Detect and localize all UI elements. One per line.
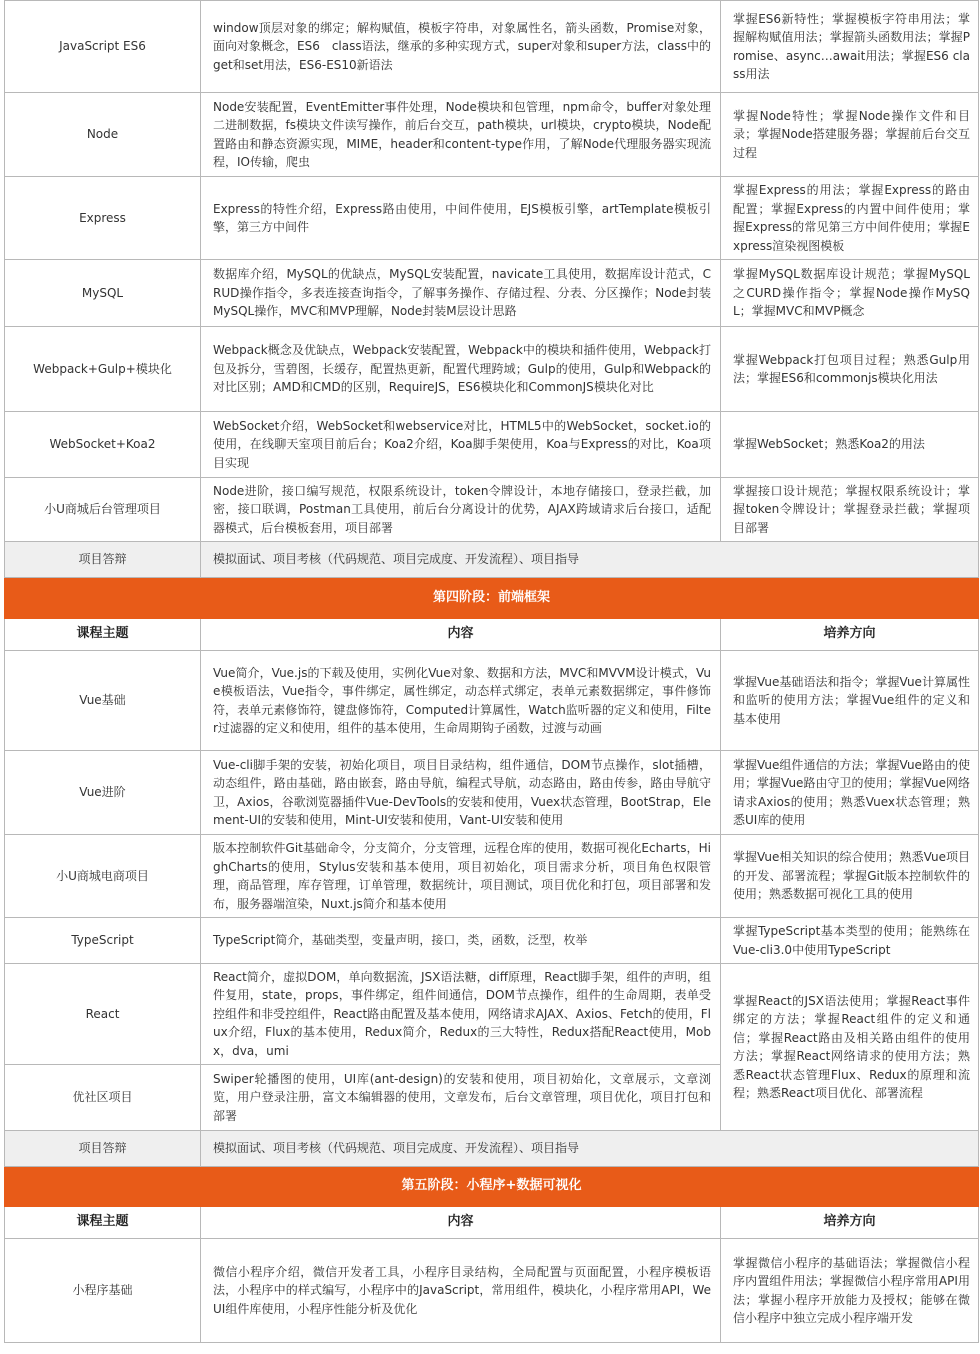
course-content: Vue简介，Vue.js的下载及使用，实例化Vue对象、数据和方法，MVC和MVVM设计模式，Vue模板语法，Vue指令，事件绑定，属性绑定，动态样式绑定，表单元素数据绑定，事件修饰符，表单元素修饰符，键盘修饰符，Computed计算属性，Watch监听器的定义和使用，Filter过滤器的定义和使用，组件的基本使用，生命周期钩子函数，过渡与动画 [201, 651, 721, 751]
course-topic: Webpack+Gulp+模块化 [5, 327, 201, 412]
course-topic: 小程序基础 [5, 1239, 201, 1343]
course-table [4, 0, 979, 1343]
table-row [5, 835, 979, 918]
stage-banner [5, 1167, 979, 1207]
course-content: Express的特性介绍，Express路由使用，中间件使用，EJS模板引擎，artTemplate模板引擎，第三方中间件 [201, 177, 721, 260]
project-defense-row [5, 1131, 979, 1167]
course-goal: 掌握TypeScript基本类型的使用；能熟练在Vue-cli3.0中使用TypeScript [721, 918, 979, 964]
course-content: 微信小程序介绍，微信开发者工具，小程序目录结构，全局配置与页面配置，小程序模板语法，小程序中的样式编写，小程序中的JavaScript，常用组件，模块化，小程序常用API，WeUI组件库使用，小程序性能分析及优化 [201, 1239, 721, 1343]
course-content: Webpack概念及优缺点，Webpack安装配置，Webpack中的模块和插件使用，Webpack打包及拆分，雪碧图，长缓存，配置热更新，配置代理跨域；Gulp的使用，Gulp和Webpack的对比区别；AMD和CMD的区别，RequireJS，ES6模块化和CommonJS模块化对比 [201, 327, 721, 412]
course-goal: 掌握微信小程序的基础语法；掌握微信小程序内置组件用法；掌握微信小程序常用API用法；掌握小程序开放能力及授权；能够在微信小程序中独立完成小程序端开发 [721, 1239, 979, 1343]
course-topic: MySQL [5, 260, 201, 327]
course-goal: 掌握MySQL数据库设计规范；掌握MySQL之CURD操作指令；掌握Node操作MySQL；掌握MVC和MVP概念 [721, 260, 979, 327]
course-content: TypeScript简介，基础类型，变量声明，接口，类，函数，泛型，枚举 [201, 918, 721, 964]
table-row [5, 412, 979, 478]
course-content: 版本控制软件Git基础命令，分支简介，分支管理，远程仓库的使用，数据可视化Echarts，HighCharts的使用，Stylus安装和基本使用，项目初始化，项目需求分析，项目角色权限管理，商品管理，库存管理，订单管理，数据统计，项目测试，项目优化和打包，项目部署和发布，服务器端渲染，Nuxt.js简介和基本使用 [201, 835, 721, 918]
header-topic: 课程主题 [5, 1207, 201, 1239]
course-topic: Vue进阶 [5, 751, 201, 835]
header-topic: 课程主题 [5, 619, 201, 651]
table-row [5, 751, 979, 835]
course-content: Swiper轮播图的使用，UI库(ant-design)的安装和使用，项目初始化，文章展示，文章浏览，用户登录注册，富文本编辑器的使用，文章发布，后台文章管理，项目优化，项目打包和部署 [201, 1065, 721, 1131]
table-row [5, 93, 979, 177]
stage-title: 第四阶段：前端框架 [5, 578, 979, 619]
course-topic: React [5, 964, 201, 1065]
course-content: 模拟面试、项目考核（代码规范、项目完成度、开发流程）、项目指导 [201, 542, 979, 578]
table-row [5, 918, 979, 964]
course-goal: 掌握Webpack打包项目过程；熟悉Gulp用法；掌握ES6和commonjs模块化用法 [721, 327, 979, 412]
course-goal: 掌握React的JSX语法使用；掌握React事件绑定的方法；掌握React组件的定义和通信；掌握React路由及相关路由组件的使用方法；掌握React网络请求的使用方法；熟悉React状态管理Flux、Redux的原理和流程；熟悉React项目优化、部署流程 [721, 964, 979, 1131]
course-topic: 项目答辩 [5, 1131, 201, 1167]
course-topic: 小U商城后台管理项目 [5, 478, 201, 542]
table-row [5, 651, 979, 751]
course-content: Vue-cli脚手架的安装，初始化项目，项目目录结构，组件通信，DOM节点操作，slot插槽，动态组件，路由基础，路由嵌套，路由导航，编程式导航，动态路由，路由传参，路由导航守卫，Axios，谷歌浏览器插件Vue-DevTools的安装和使用，Vuex状态管理，BootStrap，Element-UI的安装和使用，Mint-UI安装和使用，Vant-UI安装和使用 [201, 751, 721, 835]
table-row [5, 964, 979, 1065]
course-goal: 掌握接口设计规范；掌握权限系统设计；掌握token令牌设计；掌握登录拦截；掌握项目部署 [721, 478, 979, 542]
header-goal: 培养方向 [721, 1207, 979, 1239]
course-content: 模拟面试、项目考核（代码规范、项目完成度、开发流程）、项目指导 [201, 1131, 979, 1167]
course-topic: 优社区项目 [5, 1065, 201, 1131]
course-topic: WebSocket+Koa2 [5, 412, 201, 478]
table-row [5, 1239, 979, 1343]
table-row [5, 327, 979, 412]
course-content: WebSocket介绍，WebSocket和webservice对比，HTML5中的WebSocket，socket.io的使用，在线聊天室项目前后台；Koa2介绍，Koa脚手架使用，Koa与Express的对比，Koa项目实现 [201, 412, 721, 478]
course-content: window顶层对象的绑定；解构赋值，模板字符串，对象属性名，箭头函数，Promise对象，面向对象概念，ES6 class语法，继承的多种实现方式，super对象和super方法，class中的get和set用法，ES6-ES10新语法 [201, 1, 721, 93]
course-topic: Vue基础 [5, 651, 201, 751]
table-row [5, 1, 979, 93]
table-header-row [5, 1207, 979, 1239]
course-goal: 掌握Vue组件通信的方法；掌握Vue路由的使用；掌握Vue路由守卫的使用；掌握Vue网络请求Axios的使用；熟悉Vuex状态管理；熟悉UI库的使用 [721, 751, 979, 835]
course-content: Node安装配置，EventEmitter事件处理，Node模块和包管理，npm命令，buffer对象处理二进制数据，fs模块文件读写操作，前后台交互，path模块，url模块，crypto模块，Node配置路由和静态资源实现，MIME，header和content-type作用，了解Node代理服务器实现流程，IO传输，爬虫 [201, 93, 721, 177]
table-row [5, 177, 979, 260]
course-topic: 小U商城电商项目 [5, 835, 201, 918]
table-row [5, 260, 979, 327]
course-topic: TypeScript [5, 918, 201, 964]
course-goal: 掌握ES6新特性；掌握模板字符串用法；掌握解构赋值用法；掌握箭头函数用法；掌握Promise、async…await用法；掌握ES6 class用法 [721, 1, 979, 93]
course-topic: Express [5, 177, 201, 260]
stage-banner [5, 578, 979, 619]
course-topic: JavaScript ES6 [5, 1, 201, 93]
table-header-row [5, 619, 979, 651]
course-content: 数据库介绍，MySQL的优缺点，MySQL安装配置，navicate工具使用，数据库设计范式，CRUD操作指令，多表连接查询指令，了解事务操作、存储过程、分表、分区操作；Node封装MySQL操作，MVC和MVP理解，Node封装M层设计思路 [201, 260, 721, 327]
project-defense-row [5, 542, 979, 578]
course-goal: 掌握Express的用法；掌握Express的路由配置；掌握Express的内置中间件使用；掌握Express的常见第三方中间件使用；掌握Express渲染视图模板 [721, 177, 979, 260]
course-goal: 掌握WebSocket；熟悉Koa2的用法 [721, 412, 979, 478]
course-topic: 项目答辩 [5, 542, 201, 578]
course-goal: 掌握Node特性；掌握Node操作文件和目录；掌握Node搭建服务器；掌握前后台交互过程 [721, 93, 979, 177]
header-content: 内容 [201, 619, 721, 651]
header-content: 内容 [201, 1207, 721, 1239]
course-content: React简介，虚拟DOM，单向数据流，JSX语法糖，diff原理，React脚手架，组件的声明，组件复用，state，props，事件绑定，组件间通信，DOM节点操作，组件的生命周期，表单受控组件和非受控组件，React路由配置及基本使用，网络请求AJAX、Axios、Fetch的使用，Flux介绍，Flux的基本使用，Redux简介，Redux的三大特性，Redux搭配React使用，Mobx，dva，umi [201, 964, 721, 1065]
header-goal: 培养方向 [721, 619, 979, 651]
course-topic: Node [5, 93, 201, 177]
course-goal: 掌握Vue相关知识的综合使用；熟悉Vue项目的开发、部署流程；掌握Git版本控制软件的使用；熟悉数据可视化工具的使用 [721, 835, 979, 918]
stage-title: 第五阶段：小程序+数据可视化 [5, 1167, 979, 1207]
course-content: Node进阶，接口编写规范，权限系统设计，token令牌设计，本地存储接口，登录拦截，加密，接口联调，Postman工具使用，前后台分离设计的优势，AJAX跨域请求后台接口，适配器模式，后台模板套用，项目部署 [201, 478, 721, 542]
table-row [5, 478, 979, 542]
course-goal: 掌握Vue基础语法和指令；掌握Vue计算属性和监听的使用方法；掌握Vue组件的定义和基本使用 [721, 651, 979, 751]
